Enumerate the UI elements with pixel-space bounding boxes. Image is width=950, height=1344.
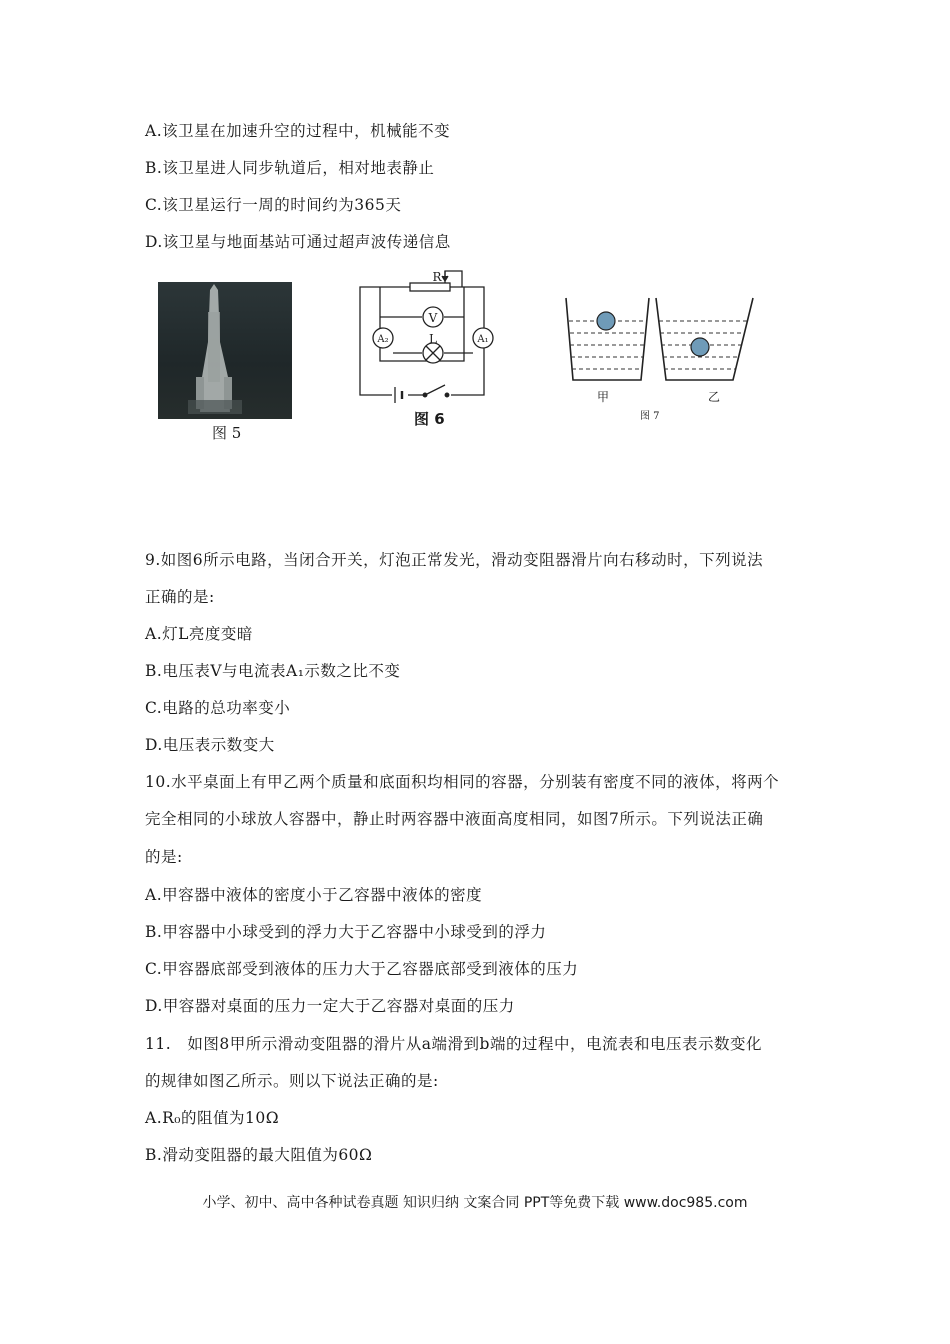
- label-l: L: [429, 332, 437, 346]
- q10-option-c: C.甲容器底部受到液体的压力大于乙容器底部受到液体的压力: [145, 960, 579, 978]
- q10-stem-line1: 10.水平桌面上有甲乙两个质量和底面积均相同的容器，分别装有密度不同的液体，将两个: [145, 773, 780, 791]
- circuit-diagram: [355, 271, 495, 399]
- q9-option-d: D.电压表示数变大: [145, 736, 275, 754]
- rocket-photo: [158, 282, 292, 419]
- q10-option-d: D.甲容器对桌面的压力一定大于乙容器对桌面的压力: [145, 997, 515, 1015]
- fig5-caption: 图 5: [212, 424, 242, 442]
- q11-stem-line2: 的规律如图乙所示。则以下说法正确的是:: [145, 1072, 439, 1090]
- q10-stem-line3: 的是:: [145, 848, 183, 866]
- label-r: R: [432, 270, 442, 284]
- q8-option-a: A.该卫星在加速升空的过程中，机械能不变: [145, 122, 451, 140]
- q11-stem-line1: 11. 如图8甲所示滑动变阻器的滑片从a端滑到b端的过程中，电流表和电压表示数变化: [145, 1035, 762, 1053]
- q8-option-b: B.该卫星进人同步轨道后，相对地表静止: [145, 159, 435, 177]
- q9-stem-line2: 正确的是:: [145, 588, 215, 606]
- q8-option-c: C.该卫星运行一周的时间约为365天: [145, 196, 402, 214]
- fig6-caption: 图 6: [414, 410, 445, 428]
- q10-stem-line2: 完全相同的小球放人容器中，静止时两容器中液面高度相同，如图7所示。下列说法正确: [145, 810, 764, 828]
- fig7-label-yi: 乙: [708, 390, 721, 404]
- q8-option-d: D.该卫星与地面基站可通过超声波传递信息: [145, 233, 451, 251]
- q10-option-a: A.甲容器中液体的密度小于乙容器中液体的密度: [145, 886, 483, 904]
- q9-option-b: B.电压表V与电流表A₁示数之比不变: [145, 662, 401, 680]
- page-footer: 小学、初中、高中各种试卷真题 知识归纳 文案合同 PPT等免费下载 www.doc985.com: [202, 1195, 748, 1211]
- q9-stem-line1: 9.如图6所示电路，当闭合开关，灯泡正常发光，滑动变阻器滑片向右移动时，下列说法: [145, 551, 764, 569]
- label-a1: A₁: [477, 334, 489, 345]
- q11-option-a: A.R₀的阻值为10Ω: [145, 1109, 280, 1127]
- fig7-label-jia: 甲: [597, 390, 610, 404]
- q11-option-b: B.滑动变阻器的最大阻值为60Ω: [145, 1146, 373, 1164]
- rocket-illustration: [158, 282, 292, 419]
- containers-diagram: [563, 296, 758, 386]
- q10-option-b: B.甲容器中小球受到的浮力大于乙容器中小球受到的浮力: [145, 923, 547, 941]
- label-a2: A₂: [377, 334, 389, 345]
- ball-yi: [691, 338, 709, 356]
- q9-option-c: C.电路的总功率变小: [145, 699, 291, 717]
- fig7-caption: 图 7: [640, 411, 660, 422]
- label-v: V: [428, 311, 438, 325]
- ball-jia: [597, 312, 615, 330]
- q9-option-a: A.灯L亮度变暗: [145, 625, 253, 643]
